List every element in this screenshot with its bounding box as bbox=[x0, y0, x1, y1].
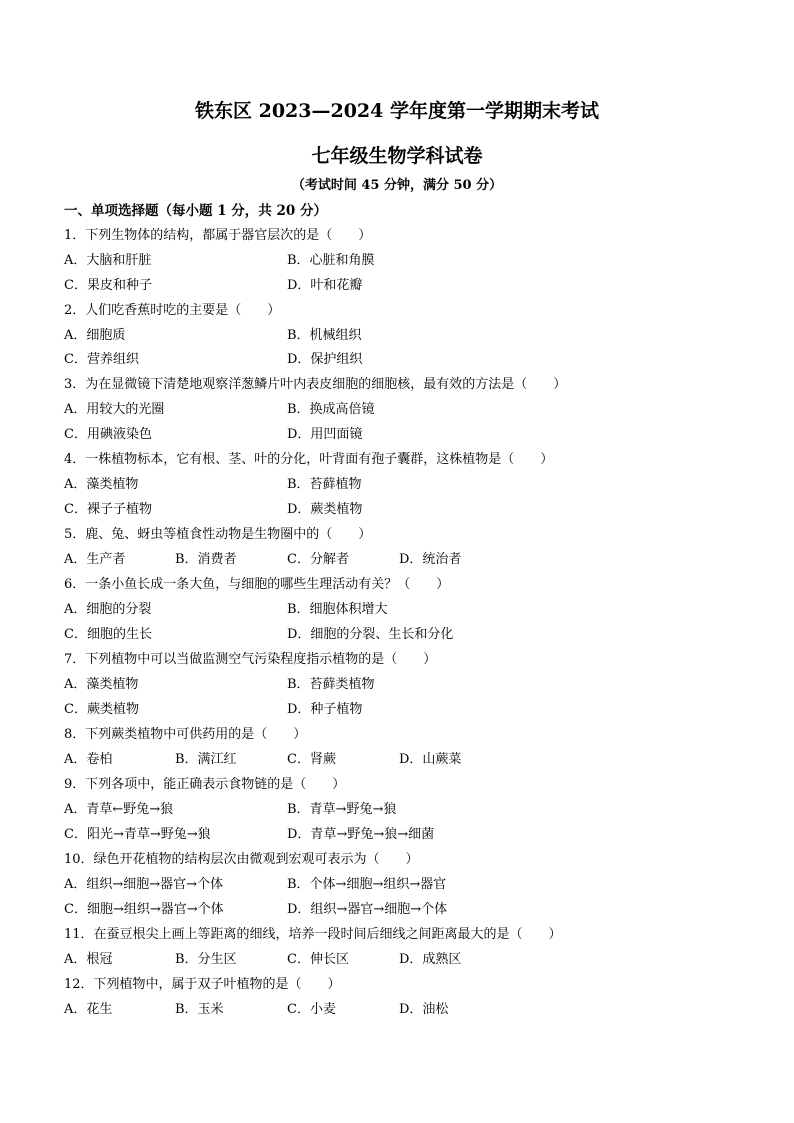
option-a: A．藻类植物 bbox=[64, 477, 139, 492]
option-b: B．苔藓类植物 bbox=[287, 677, 375, 692]
option-b: B．满江红 bbox=[175, 752, 237, 767]
option-c: C．细胞的生长 bbox=[64, 627, 152, 642]
option-d: D．统治者 bbox=[399, 552, 462, 567]
option-a: A．生产者 bbox=[64, 552, 126, 567]
option-a: A．花生 bbox=[64, 1002, 113, 1017]
option-d: D．成熟区 bbox=[399, 952, 462, 967]
option-c: C．伸长区 bbox=[287, 952, 349, 967]
option-b: B．分生区 bbox=[175, 952, 237, 967]
exam-title: 铁东区 2023—2024 学年度第一学期期末考试 bbox=[195, 100, 599, 122]
option-a: A．组织→细胞→器官→个体 bbox=[64, 877, 224, 892]
option-a: A．细胞的分裂 bbox=[64, 602, 152, 617]
option-b: B．青草→野兔→狼 bbox=[287, 802, 397, 817]
option-a: A．青草←野兔→狼 bbox=[64, 802, 174, 817]
option-b: B．心脏和角膜 bbox=[287, 253, 375, 268]
exam-time-note: （考试时间 45 分钟，满分 50 分） bbox=[291, 178, 503, 193]
option-c: C．蕨类植物 bbox=[64, 702, 139, 717]
question-stem: 5．鹿、兔、蚜虫等植食性动物是生物圈中的（ ） bbox=[64, 527, 372, 542]
question-stem: 9．下列各项中，能正确表示食物链的是（ ） bbox=[64, 777, 346, 792]
section-heading: 一、单项选择题（每小题 1 分，共 20 分） bbox=[64, 203, 327, 219]
option-c: C．营养组织 bbox=[64, 352, 139, 367]
option-b: B．苔藓植物 bbox=[287, 477, 362, 492]
question-stem: 11．在蚕豆根尖上画上等距离的细线，培养一段时间后细线之间距离最大的是（ ） bbox=[64, 927, 562, 942]
option-d: D．用凹面镜 bbox=[287, 427, 363, 442]
option-d: D．组织→器官→细胞→个体 bbox=[287, 902, 448, 917]
question-stem: 4．一株植物标本，它有根、茎、叶的分化，叶背面有孢子囊群，这株植物是（ ） bbox=[64, 452, 554, 467]
option-c: C．果皮和种子 bbox=[64, 278, 152, 293]
option-d: D．蕨类植物 bbox=[287, 502, 363, 517]
option-b: B．换成高倍镜 bbox=[287, 402, 375, 417]
option-c: C．分解者 bbox=[287, 552, 349, 567]
question-stem: 1．下列生物体的结构，都属于器官层次的是（ ） bbox=[64, 228, 372, 243]
option-d: D．山蕨菜 bbox=[399, 752, 462, 767]
option-c: C．裸子子植物 bbox=[64, 502, 152, 517]
option-a: A．藻类植物 bbox=[64, 677, 139, 692]
question-stem: 2．人们吃香蕉时吃的主要是（ ） bbox=[64, 303, 281, 318]
question-stem: 3．为在显微镜下清楚地观察洋葱鳞片叶内表皮细胞的细胞核，最有效的方法是（ ） bbox=[64, 377, 567, 392]
exam-subtitle: 七年级生物学科试卷 bbox=[311, 145, 483, 167]
option-d: D．青草→野兔→狼→细菌 bbox=[287, 827, 435, 842]
option-b: B．个体→细胞→组织→器官 bbox=[287, 877, 447, 892]
option-b: B．机械组织 bbox=[287, 328, 362, 343]
question-stem: 6．一条小鱼长成一条大鱼，与细胞的哪些生理活动有关？（ ） bbox=[64, 577, 450, 592]
option-c: C．用碘液染色 bbox=[64, 427, 152, 442]
option-a: A．根冠 bbox=[64, 952, 113, 967]
question-stem: 7．下列植物中可以当做监测空气污染程度指示植物的是（ ） bbox=[64, 652, 437, 667]
option-a: A．卷柏 bbox=[64, 752, 113, 767]
option-a: A．大脑和肝脏 bbox=[64, 253, 152, 268]
option-d: D．种子植物 bbox=[287, 702, 363, 717]
option-d: D．细胞的分裂、生长和分化 bbox=[287, 627, 454, 642]
option-c: C．阳光→青草→野兔→狼 bbox=[64, 827, 211, 842]
question-stem: 10．绿色开花植物的结构层次由微观到宏观可表示为（ ） bbox=[64, 852, 419, 867]
option-d: D．油松 bbox=[399, 1002, 449, 1017]
option-a: A．细胞质 bbox=[64, 328, 126, 343]
option-c: C．肾蕨 bbox=[287, 752, 336, 767]
option-d: D．保护组织 bbox=[287, 352, 363, 367]
question-stem: 12．下列植物中，属于双子叶植物的是（ ） bbox=[64, 977, 341, 992]
option-b: B．玉米 bbox=[175, 1002, 224, 1017]
question-stem: 8．下列蕨类植物中可供药用的是（ ） bbox=[64, 727, 307, 742]
option-b: B．细胞体积增大 bbox=[287, 602, 388, 617]
option-a: A．用较大的光圈 bbox=[64, 402, 165, 417]
option-b: B．消费者 bbox=[175, 552, 237, 567]
option-d: D．叶和花瓣 bbox=[287, 278, 363, 293]
option-c: C．细胞→组织→器官→个体 bbox=[64, 902, 224, 917]
option-c: C．小麦 bbox=[287, 1002, 336, 1017]
